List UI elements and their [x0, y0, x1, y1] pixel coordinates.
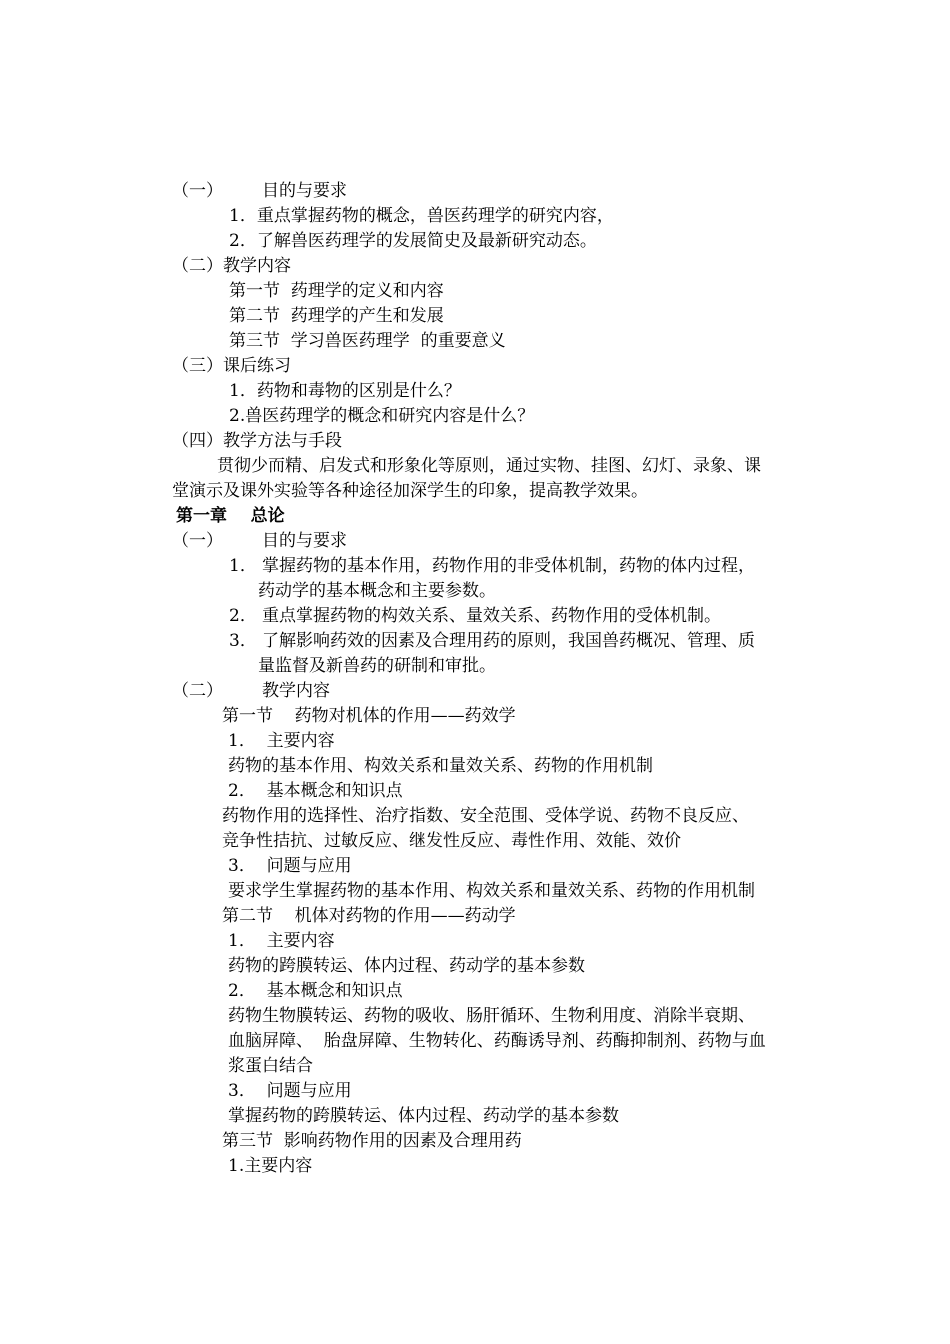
subsection-heading: 2． 基本概念和知识点 [228, 981, 403, 1001]
intro-s2-item: 第一节 药理学的定义和内容 [229, 281, 444, 301]
objective-line: 掌握药物的基本作用，药物作用的非受体机制，药物的体内过程， [262, 556, 755, 576]
objective-line: 了解影响药效的因素及合理用药的原则，我国兽药概况、管理、质 [262, 631, 755, 651]
intro-s3-heading: （三）课后练习 [172, 356, 291, 376]
objective-number: 1． [229, 556, 257, 576]
subsection-content: 药物的基本作用、构效关系和量效关系、药物的作用机制 [228, 756, 653, 776]
objective-number: 3． [229, 631, 257, 651]
objective-number: 2． [229, 606, 257, 626]
intro-s2-item: 第三节 学习兽医药理学 的重要意义 [229, 331, 506, 351]
subsection-heading: 3． 问题与应用 [228, 1081, 352, 1101]
ch1-s1-title: 目的与要求 [262, 531, 347, 551]
subsection-content: 药物生物膜转运、药物的吸收、肠肝循环、生物利用度、消除半衰期、 [228, 1006, 755, 1026]
section-title: 第二节 机体对药物的作用——药动学 [222, 906, 516, 926]
chapter-title: 第一章 总论 [176, 506, 285, 526]
intro-s1-title: 目的与要求 [262, 181, 347, 201]
subsection-content: 竞争性拮抗、过敏反应、继发性反应、毒性作用、效能、效价 [222, 831, 681, 851]
subsection-heading: 3． 问题与应用 [228, 856, 352, 876]
subsection-heading: 1.主要内容 [228, 1156, 313, 1176]
subsection-content: 掌握药物的跨膜转运、体内过程、药动学的基本参数 [228, 1106, 619, 1126]
subsection-heading: 1． 主要内容 [228, 731, 335, 751]
intro-s2-heading: （二）教学内容 [172, 256, 291, 276]
subsection-content: 血脑屏障、 胎盘屏障、生物转化、药酶诱导剂、药酶抑制剂、药物与血 [228, 1031, 766, 1051]
subsection-heading: 1． 主要内容 [228, 931, 335, 951]
objective-line: 量监督及新兽药的研制和审批。 [258, 656, 496, 676]
intro-s4-paragraph-line: 贯彻少而精、启发式和形象化等原则，通过实物、挂图、幻灯、录象、课 [217, 456, 761, 476]
objective-line: 药动学的基本概念和主要参数。 [258, 581, 496, 601]
subsection-content: 浆蛋白结合 [228, 1056, 313, 1076]
subsection-heading: 2． 基本概念和知识点 [228, 781, 403, 801]
intro-s3-item: 1．药物和毒物的区别是什么？ [229, 381, 461, 401]
intro-s3-item: 2.兽医药理学的概念和研究内容是什么？ [229, 406, 535, 426]
ch1-s2-label: （二） [172, 681, 223, 701]
intro-s1-label: （一） [172, 181, 223, 201]
subsection-content: 药物作用的选择性、治疗指数、安全范围、受体学说、药物不良反应、 [222, 806, 749, 826]
intro-s4-paragraph-line: 堂演示及课外实验等各种途径加深学生的印象，提高教学效果。 [172, 481, 648, 501]
section-title: 第一节 药物对机体的作用——药效学 [222, 706, 516, 726]
ch1-s1-label: （一） [172, 531, 223, 551]
intro-s1-item: 2．了解兽医药理学的发展简史及最新研究动态。 [229, 231, 597, 251]
section-title: 第三节 影响药物作用的因素及合理用药 [222, 1131, 522, 1151]
subsection-content: 药物的跨膜转运、体内过程、药动学的基本参数 [228, 956, 585, 976]
objective-line: 重点掌握药物的构效关系、量效关系、药物作用的受体机制。 [262, 606, 721, 626]
intro-s4-heading: （四）教学方法与手段 [172, 431, 342, 451]
intro-s2-item: 第二节 药理学的产生和发展 [229, 306, 444, 326]
subsection-content: 要求学生掌握药物的基本作用、构效关系和量效关系、药物的作用机制 [228, 881, 755, 901]
ch1-s2-title: 教学内容 [262, 681, 330, 701]
intro-s1-item: 1．重点掌握药物的概念，兽医药理学的研究内容， [229, 206, 614, 226]
